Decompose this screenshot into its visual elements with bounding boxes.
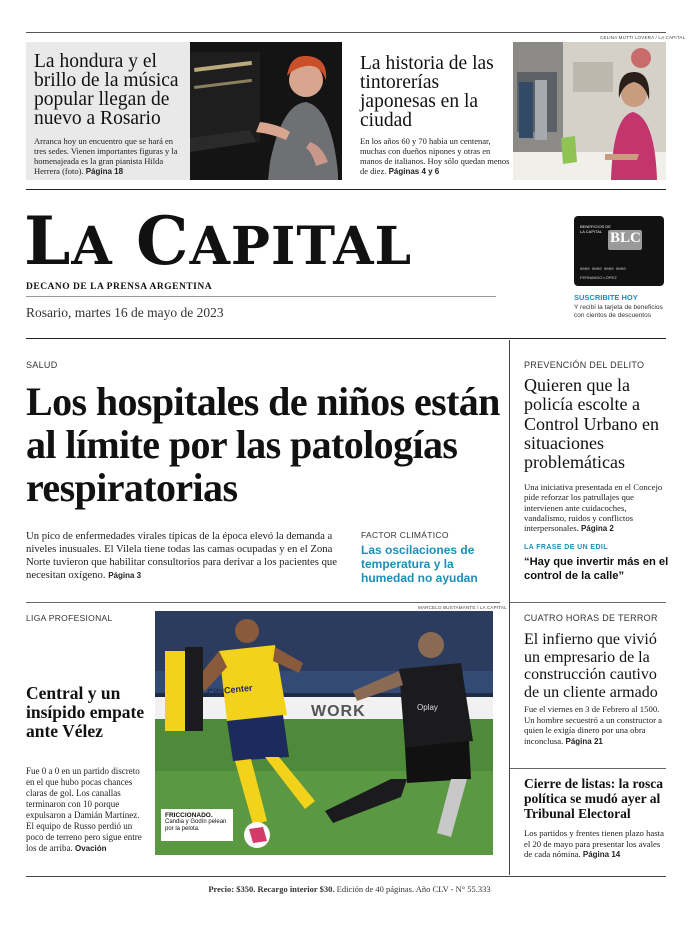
- pianist-photo: [190, 42, 342, 180]
- card-logo: BLC: [610, 230, 641, 246]
- subscribe-link[interactable]: SUSCRIBITE HOY: [574, 293, 638, 302]
- crime-headline[interactable]: Quieren que la policía escolte a Control Urbano en situaciones problemáticas: [524, 375, 659, 473]
- benefits-card[interactable]: [574, 216, 664, 286]
- terror-headline[interactable]: El infierno que vivió un empresario de la construcción cautivo de un cliente armado: [524, 631, 658, 701]
- lead-body: Un pico de enfermedades virales típicas de la época elevó la demanda a niveles inusuales. El Vilela tiene todas las camas ocupadas y en el Zona Norte tuvieron que habilitar consultorios para derivar a los pacientes que necesitan oxígeno. Página 3: [26, 530, 338, 581]
- terror-kicker: CUATRO HORAS DE TERROR: [524, 613, 658, 623]
- lead-headline[interactable]: Los hospitales de niños están al límite por las patologías respiratorias: [26, 379, 500, 510]
- terror-page[interactable]: Página 21: [565, 736, 603, 746]
- footer-price-amount: Precio: $350. Recargo interior $30.: [208, 884, 335, 894]
- teaser-body-laundry: En los años 60 y 70 había un centenar, muchas con dueños nipones y otras en manos de italianos. Hoy sólo quedan menos de diez. Páginas 4 y 6: [360, 136, 510, 176]
- sport-headline[interactable]: Central y un insípido empate ante Vélez: [26, 683, 145, 741]
- sport-kicker: LIGA PROFESIONAL: [26, 613, 113, 623]
- jersey-sponsor-left: CityCenter: [206, 682, 253, 698]
- electoral-body: Los partidos y frentes tienen plazo hasta el 20 de mayo para presentar los avales de cada nómina. Página 14: [524, 828, 664, 859]
- sport-body: Fue 0 a 0 en un partido discreto en el que hubo pocas chances claras de gol. Los canallas terminaron con 10 porque expulsaron a Damián Martínez. El equipo de Russo perdió un poco de terreno pero sigue entre los de arriba. Ovación: [26, 766, 142, 853]
- teaser-page-laundry[interactable]: Páginas 4 y 6: [388, 167, 440, 176]
- crime-body: Una iniciativa presentada en el Concejo pide reforzar los patrullajes que intervienen ante cuidacoches, vandalismo, ruidos y conflictos interpersonales. Página 2: [524, 482, 663, 534]
- laundry-photo: [513, 42, 666, 180]
- jersey-sponsor-right: Oplay: [417, 703, 438, 712]
- quote-headline[interactable]: “Hay que invertir más en el control de la calle”: [524, 556, 669, 582]
- jersey-number: 20: [265, 731, 281, 747]
- photo-credit-top: CELINA MUTTI LOVERA / LA CAPITAL: [600, 35, 686, 40]
- caption-text: Candia y Godín pelean por la pelota.: [165, 819, 227, 832]
- masthead-date: Rosario, martes 16 de mayo de 2023: [26, 305, 224, 320]
- match-photo: [155, 611, 493, 855]
- subscribe-text: Y recibí la tarjeta de beneficios con cientos de descuentos: [574, 304, 663, 319]
- teaser-headline-laundry[interactable]: La historia de las tintorerías japonesas en la ciudad: [360, 53, 494, 131]
- sport-page[interactable]: Ovación: [74, 844, 107, 853]
- footer-edition: Edición de 40 páginas. Año CLV - N° 55.333: [336, 884, 491, 894]
- card-line2: LA CAPITAL: [580, 229, 603, 234]
- crime-kicker: PREVENCIÓN DEL DELITO: [524, 360, 645, 370]
- terror-body: Fue el viernes en 3 de Febrero al 1500. Un hombre secuestró a un constructor a quien le exigía dinero por una obra inconclusa. Página 21: [524, 704, 662, 746]
- teaser-headline-music[interactable]: La hondura y el brillo de la música popular llegan de nuevo a Rosario: [34, 51, 179, 129]
- ad-board-text: WORK: [311, 703, 366, 720]
- teaser-body-music: Arranca hoy un encuentro que se hará en tres sedes. Vienen importantes figuras y la homenajeada es la gran pianista Hilda Herrera (foto). Página 18: [34, 136, 178, 176]
- climate-kicker: FACTOR CLIMÁTICO: [361, 530, 449, 540]
- lead-page[interactable]: Página 3: [108, 571, 142, 580]
- quote-kicker: LA FRASE DE UN EDIL: [524, 544, 608, 551]
- card-number: 0000 0000 0000 0000: [580, 268, 626, 272]
- caption-title: FRICCIONADO.: [165, 812, 213, 819]
- footer-price: [0, 884, 699, 894]
- card-holder: FERNANDO LÓPEZ: [580, 275, 617, 280]
- lead-kicker: SALUD: [26, 360, 58, 370]
- card-line1: BENEFICIOS DE: [580, 224, 611, 229]
- masthead-title[interactable]: LA CAPITAL: [24, 202, 413, 280]
- climate-headline[interactable]: Las oscilaciones de temperatura y la humedad no ayudan: [361, 543, 478, 585]
- teaser-page-music[interactable]: Página 18: [85, 167, 124, 176]
- sport-photo-credit: MARCELO BUSTAMANTE / LA CAPITAL: [418, 605, 507, 610]
- masthead-tagline: DECANO DE LA PRENSA ARGENTINA: [26, 282, 213, 292]
- electoral-headline[interactable]: Cierre de listas: la rosca política se mudó ayer al Tribunal Electoral: [524, 776, 663, 821]
- crime-page[interactable]: Página 2: [580, 524, 614, 534]
- electoral-page[interactable]: Página 14: [582, 850, 621, 859]
- photo-caption-box: [161, 809, 233, 841]
